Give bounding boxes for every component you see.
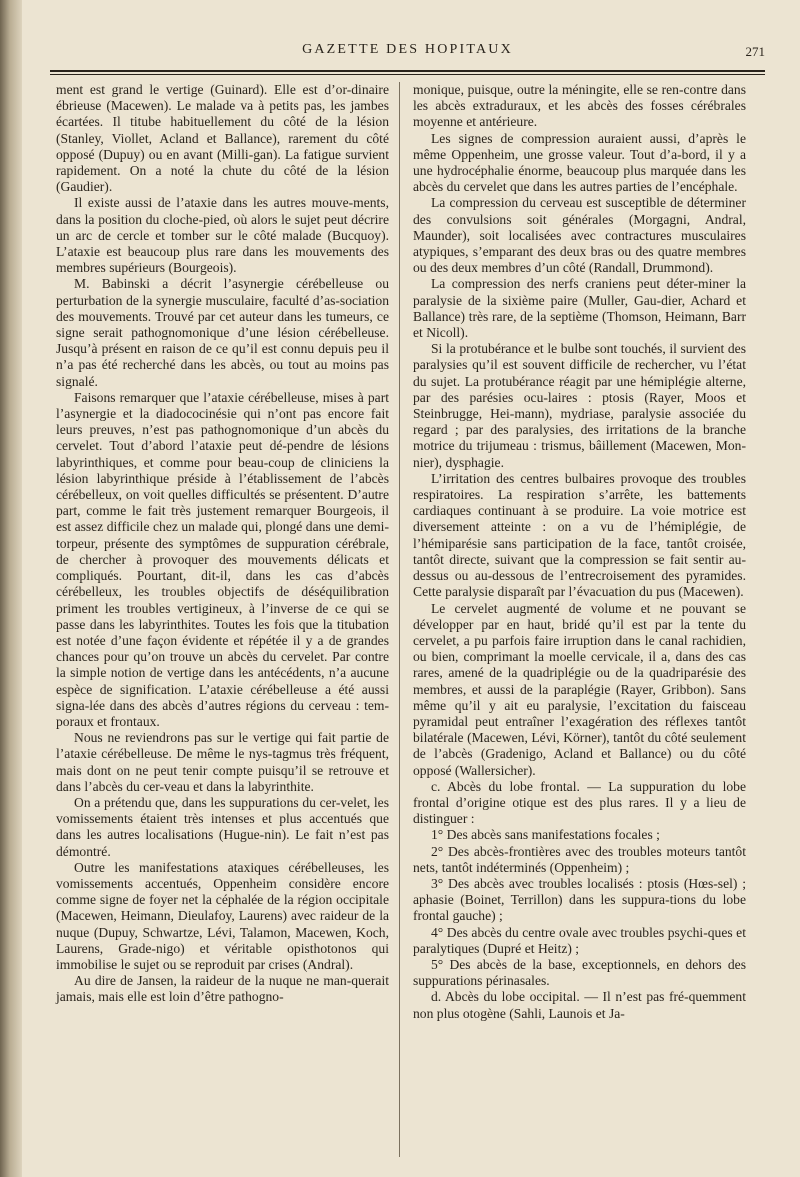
book-spine-edge xyxy=(0,0,22,1177)
paragraph: Nous ne reviendrons pas sur le vertige qui fait partie de l’ataxie cérébelleuse. De même le nys-tagmus très fréquent, mais dont on ne peut tenir compte puisqu’il se retrouve et dans l’abcès du cer-veau et dans la labyrinthite. xyxy=(56,730,389,794)
column-divider xyxy=(399,82,400,1157)
paragraph: ment est grand le vertige (Guinard). Elle est d’or-dinaire ébrieuse (Macewen). Le malade va à petits pas, les jambes écartées. Il titube habituellement du côté de la lésion (Stanley, Viollet, Acland et Ballance), rarement du côté opposé (Dupuy) ou en avant (Milli-gan). La fatigue survient rapidement. On a noté la chute du côté de la lésion (Gaudier). xyxy=(56,82,389,195)
paragraph: La compression du cerveau est susceptible de déterminer des convulsions soit générales (Morgagni, Andral, Maunder), soit localisées avec contractures musculaires atypiques, s’emparant des deux bras ou des quatre membres ou des deux membres d’un côté (Randall, Drummond). xyxy=(413,195,746,276)
section-heading-frontal: c. Abcès du lobe frontal. — La suppuration du lobe frontal d’origine otique est des plus rares. Il y a lieu de distinguer : xyxy=(413,778,746,827)
paragraph: Le cervelet augmenté de volume et ne pouvant se développer par en haut, bridé qu’il est par la tente du cervelet, a pu parfois faire irruption dans le canal rachidien, ou bien, comprimant la moelle cervicale, il a, dans des cas rares, amené de la quadriplégie ou de la quadriparésie des membres, et aussi de la paraplégie (Rayer, Gribbon). Sans même qu’il y ait eu paralysie, l’excitation du faisceau pyramidal peut entraîner l’exagération des réflexes tantôt bilatérale (Macewen, Lévi, Körner), tantôt du côté seulement de l’abcès (Gradenigo, Acland et Ballance) ou du côté opposé (Wallersicher). xyxy=(413,600,746,778)
paragraph: Au dire de Jansen, la raideur de la nuque ne man-querait jamais, mais elle est loin d’être pathogno- xyxy=(56,973,389,1005)
page-header xyxy=(50,42,765,66)
list-item: 2° Des abcès-frontières avec des troubles moteurs tantôt nets, tantôt indéterminés (Oppenheim) ; xyxy=(413,843,746,875)
header-rule-thick xyxy=(50,70,765,72)
paragraph: Faisons remarquer que l’ataxie cérébelleuse, mises à part l’asynergie et la diadococinésie qui n’ont pas encore fait leurs preuves, n’est pas pathognomonique d’un abcès du cervelet. Tout d’abord l’ataxie peut dé-pendre de lésions labyrinthiques, et comme pour beau-coup de cliniciens la lésion labyrinthique préside à l’établissement de l’abcès cérébelleux, on voit quelles difficultés se présentent. D’autre part, comme le fait très justement remarquer Bourgeois, il est assez difficile chez un malade qui, plongé dans une demi-torpeur, présente des symptômes de suppuration cérébrale, de chercher à provoquer des mouvements délicats et compliqués. Pourtant, dit-il, dans les cas d’abcès cérébelleux, les troubles objectifs de déséquilibration priment les troubles vertigineux, à l’inverse de ce qui se passe dans les labyrinthites. Toutes les fois que la titubation est notée d’une façon évidente et répétée il y a de grandes chances pour qu’on trouve un abcès du cervelet. Par contre la simple notion de vertige dans les antécédents, n’a aucune espèce de signification. L’ataxie cérébelleuse a été aussi signa-lée dans des abcès d’autres régions du cerveau : tem-poraux et frontaux. xyxy=(56,389,389,729)
journal-title: GAZETTE DES HOPITAUX xyxy=(302,42,513,57)
paragraph: Si la protubérance et le bulbe sont touchés, il survient des paralysies qu’il est souvent difficile de rechercher, vu l’état du sujet. La protubérance réagit par une hémiplégie alterne, par des parésies ocu-laires : ptosis (Rayer, Moos et Steinbrugge, Hei-mann), mydriase, paralysie associée du regard ; par des paralysies, des irritations de la branche motrice du trijumeau : trismus, bâillement (Macewen, Mon-nier), dysphagie. xyxy=(413,341,746,470)
page-number: 271 xyxy=(745,44,765,59)
paragraph: La compression des nerfs craniens peut déter-miner la paralysie de la sixième paire (Muller, Gau-dier, Achard et Ballance) très rare, de la septième (Thomson, Heimann, Barr et Nicoll). xyxy=(413,276,746,341)
paragraph: M. Babinski a décrit l’asynergie cérébelleuse ou perturbation de la synergie musculaire, faculté d’as-sociation des mouvements. Trouvé par cet auteur dans les tumeurs, ce signe serait pathognomonique d’une lésion cérébelleuse. Jusqu’à présent en raison de ce qu’il est connu depuis peu il n’a pas été recherché dans les abcès, ou tout au moins pas signalé. xyxy=(56,276,389,389)
list-item: 5° Des abcès de la base, exceptionnels, en dehors des suppurations périnasales. xyxy=(413,956,746,989)
list-item: 1° Des abcès sans manifestations focales ; xyxy=(431,827,660,843)
paragraph: Les signes de compression auraient aussi, d’après le même Oppenheim, une grosse valeur. Tout d’a-bord, il y a une hydrocéphalie énorme, beaucoup plus marquée dans les abcès du cervelet que dans les autres parties de l’encéphale. xyxy=(413,130,746,195)
paragraph: Il existe aussi de l’ataxie dans les autres mouve-ments, dans la position du cloche-pied, où alors le sujet peut décrire un arc de cercle et tomber sur le côté malade (Bucquoy). L’ataxie est beaucoup plus rare dans les mouvements des membres supérieurs (Bourgeois). xyxy=(56,195,389,276)
list-item: 4° Des abcès du centre ovale avec troubles psychi-ques et paralytiques (Dupré et Heitz) ; xyxy=(413,924,746,956)
left-column xyxy=(56,82,389,1006)
list-item: 3° Des abcès avec troubles localisés : ptosis (Hœs-sel) ; aphasie (Boinet, Terrillon) dans les suppura-tions du lobe frontal gauche) ; xyxy=(413,875,746,924)
paragraph: On a prétendu que, dans les suppurations du cer-velet, les vomissements étaient très intenses et plus accentués que dans les autres localisations (Hugue-nin). Le fait n’est pas démontré. xyxy=(56,794,389,859)
section-heading-occipital: d. Abcès du lobe occipital. — Il n’est pas fré-quemment non plus otogène (Sahli, Launois et Ja- xyxy=(413,989,746,1021)
paragraph: L’irritation des centres bulbaires provoque des troubles respiratoires. La respiration s’arrête, les battements cardiaques continuant à se produire. La voie motrice est diversement atteinte : on a vu de l’hémiplégie, de l’hémiparésie sans participation de la face, tantôt croisée, tantôt directe, suivant que la compression se fait sentir au-dessus ou au-dessous de l’entrecroisement des pyramides. Cette paralysie disparaît par l’évacuation du pus (Macewen). xyxy=(413,470,746,600)
paragraph: monique, puisque, outre la méningite, elle se ren-contre dans les abcès extraduraux, et les abcès des fosses cérébrales moyenne et antérieure. xyxy=(413,82,746,130)
paragraph: Outre les manifestations ataxiques cérébelleuses, les vomissements accentués, Oppenheim considère encore comme signe de foyer net la céphalée de la région occipitale (Macewen, Heimann, Dieulafoy, Laurens) avec raideur de la nuque (Dupuy, Schwartze, Lévi, Talamon, Macewen, Koch, Laurens, Grade-nigo) et véritable opisthotonos qui immobilise le sujet ou se reproduit par crises (Andral). xyxy=(56,859,389,972)
header-rule-thin xyxy=(50,74,765,75)
right-column xyxy=(413,82,746,1022)
